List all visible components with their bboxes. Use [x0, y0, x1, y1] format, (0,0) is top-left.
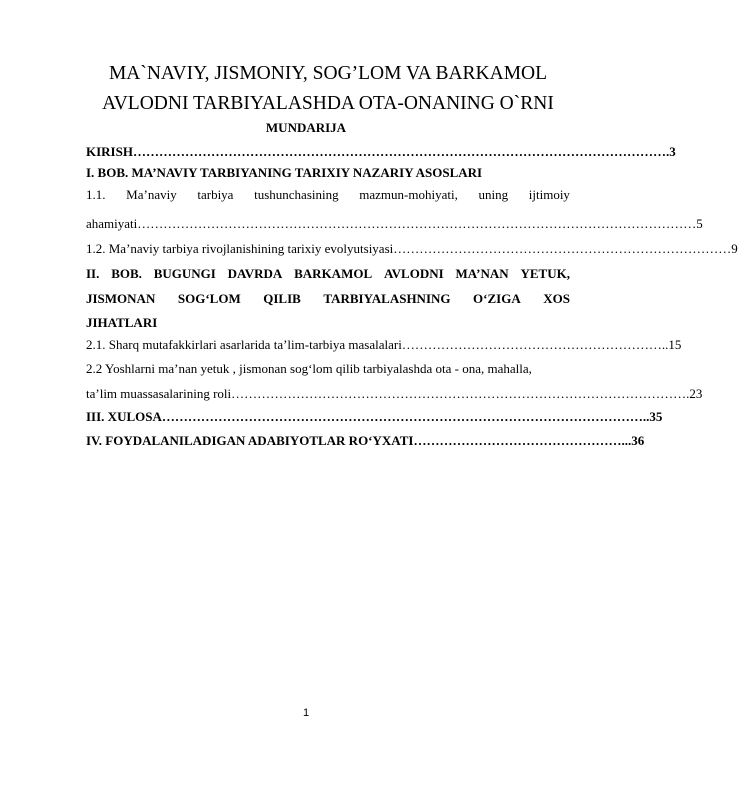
toc-word: JISMONAN [86, 291, 156, 306]
toc-label: III. XULOSA [86, 409, 162, 424]
toc-word: DAVRDA [227, 266, 283, 281]
toc-entry-1-1-cont[interactable] [86, 216, 703, 232]
toc-word: 1.1. [86, 187, 106, 202]
toc-entry-2-1[interactable] [86, 337, 682, 353]
toc-word: XOS [543, 291, 570, 306]
toc-page: ...36 [621, 433, 645, 448]
toc-entry-chapter1[interactable]: I. BOB. MA’NAVIY TARBIYANING TARIXIY NAZARIY ASOSLARI [86, 165, 483, 180]
toc-label: 1.2. Ma’naviy tarbiya rivojlanishining tarixiy evolyutsiyasi [86, 241, 394, 256]
toc-word: QILIB [263, 291, 301, 306]
toc-word: SOG‘LOM [177, 291, 241, 306]
toc-word: MA’NAN [455, 266, 509, 281]
contents-heading: MUNDARIJA [265, 120, 347, 135]
toc-word: mazmun-mohiyati, [359, 187, 458, 202]
toc-word: BUGUNGI [153, 266, 216, 281]
toc-leader: ………………………………………………………………………………………………………………… [137, 216, 697, 231]
toc-leader: …………………………………………………………………………………………… [231, 386, 687, 401]
toc-page: .23 [686, 386, 703, 401]
toc-page: ..15 [661, 337, 682, 352]
toc-entry-intro[interactable] [86, 144, 676, 160]
toc-page: .3 [665, 144, 676, 159]
toc-word: BOB. [111, 266, 142, 281]
toc-word: tarbiya [197, 187, 234, 202]
toc-word: YETUK, [520, 266, 570, 281]
document-title-line2: AVLODNI TARBIYALASHDA OTA-ONANING O`RNI [102, 93, 554, 114]
toc-label: IV. FOYDALANILADIGAN ADABIYOTLAR RO‘YXATI [86, 433, 414, 448]
toc-word: TARBIYALASHNING [323, 291, 451, 306]
toc-entry-1-2[interactable] [86, 241, 738, 257]
toc-label: KIRISH [86, 144, 133, 159]
toc-leader: …………………………………………………………………………………………………………… [132, 144, 666, 159]
toc-entry-2-2-cont[interactable] [86, 386, 703, 402]
toc-label: ta’lim muassasalarining roli [86, 386, 232, 401]
toc-entry-references[interactable] [86, 433, 645, 449]
toc-word: Ma’naviy [126, 187, 177, 202]
toc-entry-chapter2[interactable] [86, 266, 570, 282]
toc-page: 9 [731, 241, 738, 256]
page-number: 1 [302, 707, 310, 719]
toc-leader: ………………………………………………………………………………………………… [161, 409, 643, 424]
toc-word: AVLODNI [383, 266, 444, 281]
toc-entry-chapter2-cont[interactable] [86, 291, 570, 307]
toc-label: ahamiyati [86, 216, 138, 231]
toc-entry-conclusion[interactable] [86, 409, 663, 425]
toc-label: 2.1. Sharq mutafakkirlari asarlarida ta’lim-tarbiya masalalari [86, 337, 402, 352]
document-title-line1: MA`NAVIY, JISMONIY, SOG’LOM VA BARKAMOL [108, 63, 548, 84]
toc-leader: ………………………………………… [413, 433, 622, 448]
toc-leader: …………………………………………………………………… [393, 241, 732, 256]
toc-word: BARKAMOL [294, 266, 373, 281]
toc-word: O‘ZIGA [473, 291, 521, 306]
toc-page: ..35 [642, 409, 663, 424]
toc-entry-chapter2-cont2[interactable]: JIHATLARI [86, 315, 158, 330]
toc-word: ijtimoiy [528, 187, 570, 202]
toc-leader: …………………………………………………… [401, 337, 662, 352]
toc-word: uning [478, 187, 509, 202]
toc-word: tushunchasining [254, 187, 339, 202]
toc-word: II. [86, 266, 100, 281]
toc-page: 5 [696, 216, 703, 231]
toc-entry-1-1[interactable] [86, 187, 570, 203]
toc-entry-2-2[interactable]: 2.2 Yoshlarni ma’nan yetuk , jismonan sog‘lom qilib tarbiyalashda ota - ona, mahalla, [86, 361, 532, 376]
